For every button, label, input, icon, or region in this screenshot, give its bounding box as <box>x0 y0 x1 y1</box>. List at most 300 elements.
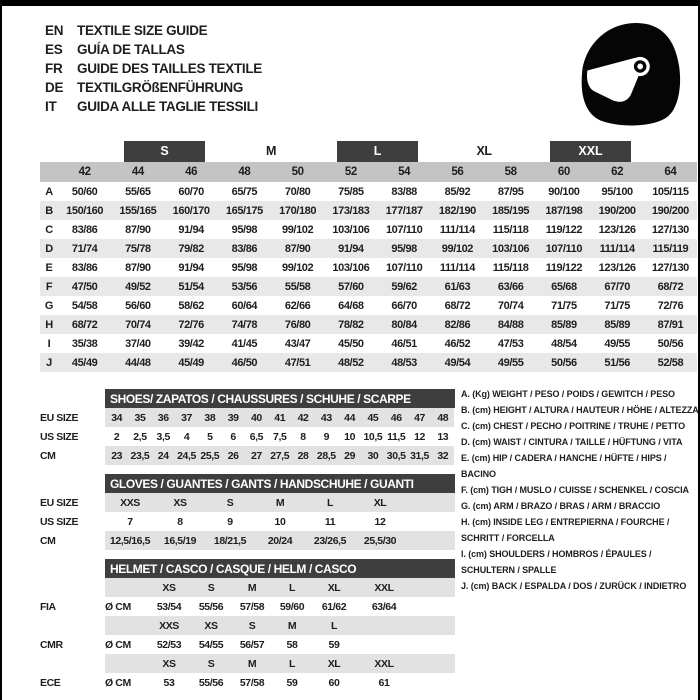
row-label: CM <box>40 534 56 547</box>
filler <box>411 616 455 635</box>
size-value: 50/60 <box>71 185 98 198</box>
legend-item: A. (Kg) WEIGHT / PESO / POIDS / GEWITCH / PESO <box>461 389 675 399</box>
size-column-header: 46 <box>165 162 218 182</box>
size-value: M <box>255 493 305 512</box>
racing-helmet-icon <box>570 16 686 132</box>
size-column-header: 62 <box>591 162 644 182</box>
size-value: 23 <box>105 446 128 465</box>
size-value: 13 <box>437 430 449 443</box>
measure-row-H <box>40 315 697 334</box>
size-value: 87/90 <box>125 261 151 274</box>
size-value: 61/63 <box>431 277 484 296</box>
shoes-row <box>40 446 455 465</box>
size-value: 80/84 <box>378 315 431 334</box>
size-value: 4 <box>183 430 190 443</box>
size-value: 67/70 <box>591 277 644 296</box>
size-value: 103/106 <box>332 223 370 236</box>
size-column-header: 44 <box>111 162 164 182</box>
filler <box>411 578 455 597</box>
size-value: 50/56 <box>537 353 590 372</box>
size-value: 48 <box>431 408 454 427</box>
gloves-row <box>40 493 455 512</box>
language-title: TEXTILE SIZE GUIDE <box>77 23 208 38</box>
size-value: 95/98 <box>231 223 258 236</box>
label-col-spacer <box>40 654 105 673</box>
gloves-title: GLOVES / GUANTES / GANTS / HANDSCHUHE / GUANTI <box>105 474 455 493</box>
size-value: 25,5/30 <box>355 531 405 550</box>
size-value: 48/53 <box>378 353 431 372</box>
size-value: 71/75 <box>604 299 630 312</box>
size-value: 107/110 <box>385 261 423 274</box>
standard-label: ECE <box>40 676 61 689</box>
size-value: L <box>305 493 355 512</box>
size-value: 59/60 <box>279 600 305 613</box>
shoes-header-row <box>40 389 455 408</box>
row-letter: I <box>47 337 51 350</box>
size-value: 71/75 <box>551 299 577 312</box>
size-value: 72/76 <box>657 299 684 312</box>
size-value: 49/52 <box>111 277 164 296</box>
size-value: 56/57 <box>239 638 265 651</box>
size-value: 48/52 <box>324 353 377 372</box>
size-value: 61/62 <box>321 600 347 613</box>
size-value: 70/74 <box>497 299 524 312</box>
size-value: 65/75 <box>231 185 258 198</box>
size-value: 29 <box>338 446 361 465</box>
size-value: 85/89 <box>591 315 644 334</box>
size-value: 95/98 <box>231 261 258 274</box>
diameter-prefix: Ø CM <box>105 600 131 613</box>
size-value: 87/90 <box>125 223 151 236</box>
size-value: 45/49 <box>165 353 218 372</box>
language-row <box>45 40 262 59</box>
size-value: 103/106 <box>484 239 537 258</box>
size-value: 27,5 <box>268 446 291 465</box>
size-value: 182/190 <box>431 201 484 220</box>
language-code: DE <box>45 80 64 95</box>
size-number-row <box>40 162 697 182</box>
size-value: 32 <box>431 446 454 465</box>
size-value: 58/62 <box>178 299 204 312</box>
size-value: 59 <box>286 676 298 689</box>
size-value: 66/70 <box>391 299 417 312</box>
size-value: 54/55 <box>198 638 224 651</box>
size-value: 115/118 <box>492 261 529 274</box>
row-letter: J <box>40 353 58 372</box>
measure-row-C <box>40 220 697 239</box>
legend-item: E. (cm) HIP / CADERA / HANCHE / HÜFTE / HIPS / BACINO <box>461 453 667 479</box>
size-band-empty <box>644 141 697 162</box>
language-title: GUIDA ALLE TAGLIE TESSILI <box>77 99 258 114</box>
size-value: 123/126 <box>598 261 636 274</box>
diameter-prefix: Ø CM <box>105 638 131 651</box>
size-value: 83/86 <box>71 261 98 274</box>
size-value: 23,5 <box>128 446 151 465</box>
size-value: 53/56 <box>218 277 271 296</box>
size-value: 37 <box>175 408 198 427</box>
size-value <box>405 531 455 550</box>
diameter-col-spacer <box>105 578 147 597</box>
size-value: 47 <box>408 408 431 427</box>
size-value: 85/89 <box>537 315 590 334</box>
size-label <box>357 616 411 635</box>
size-value: 160/170 <box>165 201 218 220</box>
size-value: 60 <box>328 676 340 689</box>
size-value: 65/68 <box>537 277 590 296</box>
row-letter: A <box>45 185 53 198</box>
size-value: 70/80 <box>284 185 311 198</box>
size-value <box>405 493 455 512</box>
size-column-header: 60 <box>537 162 590 182</box>
size-value: 50/56 <box>657 337 684 350</box>
size-value: 46 <box>385 408 408 427</box>
legend-item: D. (cm) WAIST / CINTURA / TAILLE / HÜFTUNG / VITA <box>461 437 683 447</box>
size-value: 42 <box>291 408 314 427</box>
size-column-header: 42 <box>58 162 111 182</box>
language-row <box>45 59 262 78</box>
size-label: XL <box>311 654 357 673</box>
legend-item: C. (cm) CHEST / PECHO / POITRINE / TRUHE / PETTO <box>461 421 686 431</box>
size-value: 36 <box>152 408 175 427</box>
size-value: 5 <box>207 430 213 443</box>
size-label: S <box>231 616 273 635</box>
legend-item: F. (cm) TIGH / MUSLO / CUISSE / SCHENKEL / COSCIA <box>461 485 689 495</box>
size-value: 70/74 <box>111 315 164 334</box>
size-value: 37/40 <box>125 337 151 350</box>
size-label: XS <box>147 654 191 673</box>
size-value: 39 <box>221 408 244 427</box>
label-col-spacer <box>40 559 105 578</box>
language-code: ES <box>45 42 63 57</box>
size-value: 25,5 <box>198 446 221 465</box>
textile-size-table <box>40 141 697 372</box>
size-value: 26 <box>221 446 244 465</box>
helmet-section <box>40 559 455 692</box>
size-value: 57/58 <box>239 600 265 613</box>
size-column-header: 56 <box>431 162 484 182</box>
language-title: TEXTILGRÖßENFÜHRUNG <box>77 80 244 95</box>
size-value: 44 <box>338 408 361 427</box>
size-band-row <box>40 141 697 162</box>
letter-col-spacer <box>40 141 58 162</box>
row-letter: H <box>40 315 58 334</box>
size-value: 165/175 <box>218 201 271 220</box>
size-value: 24,5 <box>175 446 198 465</box>
size-value: 49/54 <box>431 353 484 372</box>
size-value: 119/122 <box>545 223 583 236</box>
size-label: XL <box>311 578 357 597</box>
size-value: 155/165 <box>111 201 164 220</box>
size-value: 43/47 <box>284 337 311 350</box>
measure-row-B <box>40 201 697 220</box>
row-label: US SIZE <box>40 515 79 528</box>
size-value: XL <box>355 493 405 512</box>
size-value: 115/119 <box>644 239 697 258</box>
size-value: 91/94 <box>178 223 204 236</box>
size-value: 87/95 <box>497 185 524 198</box>
measure-row-D <box>40 239 697 258</box>
size-value: 63/66 <box>484 277 537 296</box>
size-value: 95/100 <box>601 185 633 198</box>
helmet-values-row-CMR <box>40 635 455 654</box>
row-label: EU SIZE <box>40 411 79 424</box>
row-letter: G <box>44 299 54 312</box>
size-value: 3,5 <box>156 430 170 443</box>
size-value: 6 <box>230 430 236 443</box>
size-value: 2,5 <box>133 430 147 443</box>
size-value: 35 <box>128 408 151 427</box>
size-value: 150/160 <box>58 201 111 220</box>
size-label: XS <box>191 616 231 635</box>
size-label: L <box>273 578 311 597</box>
size-label: S <box>191 578 231 597</box>
size-value: 8 <box>300 430 306 443</box>
row-label: CM <box>40 449 56 462</box>
size-value: 2 <box>113 430 120 443</box>
row-label: EU SIZE <box>40 496 79 509</box>
size-label: S <box>191 654 231 673</box>
size-value: 55/56 <box>198 600 224 613</box>
size-label: M <box>231 578 273 597</box>
row-letter: B <box>40 201 58 220</box>
size-value: 12 <box>374 515 386 528</box>
size-value: 127/130 <box>651 223 689 236</box>
legend-item: B. (cm) HEIGHT / ALTURA / HAUTEUR / HÖHE / ALTEZZA <box>461 405 699 415</box>
helmet-sizes-row-CMR <box>40 616 455 635</box>
size-label: L <box>273 654 311 673</box>
label-col-spacer <box>40 616 105 635</box>
size-label: M <box>231 654 273 673</box>
measure-row-G <box>40 296 697 315</box>
size-value: 52/53 <box>156 638 182 651</box>
gloves-table <box>40 474 455 550</box>
size-value: 87/90 <box>271 239 324 258</box>
size-value: 127/130 <box>651 261 689 274</box>
row-label: US SIZE <box>40 430 79 443</box>
language-title: GUÍA DE TALLAS <box>77 42 185 57</box>
frame-top <box>0 0 700 6</box>
size-column-header: 54 <box>378 162 431 182</box>
size-value: 40 <box>245 408 268 427</box>
size-value: 99/102 <box>282 261 314 274</box>
shoes-row <box>40 427 455 446</box>
size-value: 16,5/19 <box>155 531 205 550</box>
legend-item: I. (cm) SHOULDERS / HOMBROS / ÉPAULES / SCHULTERN / SPALLE <box>461 549 652 575</box>
size-value: 46/51 <box>391 337 417 350</box>
size-column-header: 52 <box>324 162 377 182</box>
size-value: 90/100 <box>548 185 580 198</box>
size-value <box>357 635 411 654</box>
size-value: 82/86 <box>431 315 484 334</box>
size-column-header: 58 <box>484 162 537 182</box>
size-value: 53 <box>163 676 175 689</box>
size-value: 55/58 <box>271 277 324 296</box>
language-row <box>45 78 262 97</box>
size-value: 54/58 <box>71 299 98 312</box>
size-value: 59 <box>328 638 340 651</box>
size-value: 30 <box>361 446 384 465</box>
size-value: 62/66 <box>284 299 311 312</box>
size-value: 49/55 <box>604 337 630 350</box>
measure-row-A <box>40 182 697 201</box>
helmet-header-row <box>40 559 455 578</box>
size-value: 41/45 <box>231 337 258 350</box>
standard-label: FIA <box>40 600 56 613</box>
legend-item: G. (cm) ARM / BRAZO / BRAS / ARM / BRACCIO <box>461 501 661 511</box>
size-value: 75/85 <box>338 185 364 198</box>
size-value: 87/91 <box>644 315 697 334</box>
size-value: 84/88 <box>484 315 537 334</box>
size-value: 30,5 <box>385 446 408 465</box>
size-value: 111/114 <box>439 223 475 236</box>
label-col-spacer <box>40 474 105 493</box>
shoes-row <box>40 408 455 427</box>
size-value: 55/56 <box>198 676 224 689</box>
size-value: S <box>205 493 255 512</box>
size-value: 78/82 <box>324 315 377 334</box>
size-value: 46/52 <box>444 337 471 350</box>
language-row <box>45 21 262 40</box>
size-value: 38 <box>198 408 221 427</box>
measurement-legend <box>461 386 699 594</box>
size-value: 123/126 <box>598 223 636 236</box>
size-value: 44/48 <box>111 353 164 372</box>
size-value: 47/53 <box>497 337 524 350</box>
size-value: 27 <box>245 446 268 465</box>
size-band-s: S <box>111 141 218 162</box>
size-value: 9 <box>227 515 233 528</box>
gloves-row <box>40 531 455 550</box>
size-value: 91/94 <box>178 261 204 274</box>
size-value: 105/115 <box>652 185 689 198</box>
diameter-col-spacer <box>105 616 147 635</box>
size-value: 68/72 <box>58 315 111 334</box>
standard-label: CMR <box>40 638 63 651</box>
size-value: 83/86 <box>218 239 271 258</box>
size-value: 57/60 <box>324 277 377 296</box>
size-value: 83/88 <box>391 185 417 198</box>
size-value: 79/82 <box>165 239 218 258</box>
size-value: 35/38 <box>71 337 98 350</box>
size-value: 8 <box>177 515 183 528</box>
letter-col-spacer <box>40 162 58 182</box>
size-value: 57/58 <box>239 676 265 689</box>
gloves-section <box>40 474 455 550</box>
size-value <box>405 512 455 531</box>
size-value: 56/60 <box>125 299 151 312</box>
size-value: 28,5 <box>315 446 338 465</box>
helmet-sizes-row-ECE <box>40 654 455 673</box>
size-band-m: M <box>266 144 277 158</box>
size-column-header: 64 <box>644 162 697 182</box>
size-value: 91/94 <box>324 239 377 258</box>
size-value: 76/80 <box>271 315 324 334</box>
size-value: 111/114 <box>439 261 475 274</box>
size-label: L <box>311 616 357 635</box>
size-label: M <box>273 616 311 635</box>
size-value: 59/62 <box>378 277 431 296</box>
size-value: 10 <box>344 430 356 443</box>
size-value: 7,5 <box>273 430 287 443</box>
size-value: 12 <box>414 430 425 443</box>
size-value: 75/78 <box>111 239 164 258</box>
size-value: 52/58 <box>644 353 697 372</box>
size-value: 99/102 <box>282 223 314 236</box>
size-value: 173/183 <box>324 201 377 220</box>
size-value: 99/102 <box>431 239 484 258</box>
size-value: XS <box>155 493 205 512</box>
size-value: 103/106 <box>332 261 370 274</box>
size-value: 107/110 <box>385 223 423 236</box>
size-value: 31,5 <box>408 446 431 465</box>
size-band-xl: XL <box>476 144 492 158</box>
size-value: 34 <box>105 408 128 427</box>
size-column-header: 50 <box>271 162 324 182</box>
helmet-table <box>40 559 455 692</box>
size-value: 24 <box>152 446 175 465</box>
measure-row-I <box>40 334 697 353</box>
frame-left <box>0 0 2 700</box>
measure-row-J <box>40 353 697 372</box>
language-code: IT <box>45 99 57 114</box>
size-value: 47/51 <box>271 353 324 372</box>
size-column-header: 48 <box>218 162 271 182</box>
size-value: 45/50 <box>338 337 364 350</box>
filler <box>411 597 455 616</box>
size-value: 39/42 <box>178 337 204 350</box>
size-value: 190/200 <box>644 201 697 220</box>
size-value: 60/70 <box>178 185 204 198</box>
size-value: 68/72 <box>644 277 697 296</box>
size-value: 46/50 <box>218 353 271 372</box>
size-value: 55/65 <box>125 185 151 198</box>
size-value: 20/24 <box>255 531 305 550</box>
size-value: 187/198 <box>537 201 590 220</box>
gloves-row <box>40 512 455 531</box>
size-label: XS <box>147 578 191 597</box>
size-value: 177/187 <box>378 201 431 220</box>
gloves-header-row <box>40 474 455 493</box>
size-value: 71/74 <box>58 239 111 258</box>
size-value: 9 <box>323 430 330 443</box>
shoes-title: SHOES/ ZAPATOS / CHAUSSURES / SCHUHE / SCARPE <box>105 389 455 408</box>
size-value: 48/54 <box>551 337 577 350</box>
row-letter: F <box>40 277 58 296</box>
size-value: 51/54 <box>165 277 218 296</box>
row-letter: E <box>45 261 53 274</box>
filler <box>411 673 455 692</box>
size-label: XXL <box>357 654 411 673</box>
size-value: 45 <box>361 408 384 427</box>
size-value: 63/64 <box>371 600 397 613</box>
size-value: XXS <box>105 493 155 512</box>
language-code: FR <box>45 61 63 76</box>
size-value: 64/68 <box>338 299 364 312</box>
language-row <box>45 97 262 116</box>
size-value: 95/98 <box>378 239 431 258</box>
size-value: 60/64 <box>231 299 258 312</box>
language-title-list <box>45 21 262 116</box>
size-value: 61 <box>378 676 390 689</box>
helmet-sizes-row-FIA <box>40 578 455 597</box>
shoes-table <box>40 389 455 465</box>
size-value: 119/122 <box>545 261 583 274</box>
size-value: 72/76 <box>165 315 218 334</box>
size-value: 111/114 <box>591 239 644 258</box>
size-value: 23/26,5 <box>305 531 355 550</box>
size-value: 6,5 <box>249 430 264 443</box>
size-value: 28 <box>291 446 314 465</box>
